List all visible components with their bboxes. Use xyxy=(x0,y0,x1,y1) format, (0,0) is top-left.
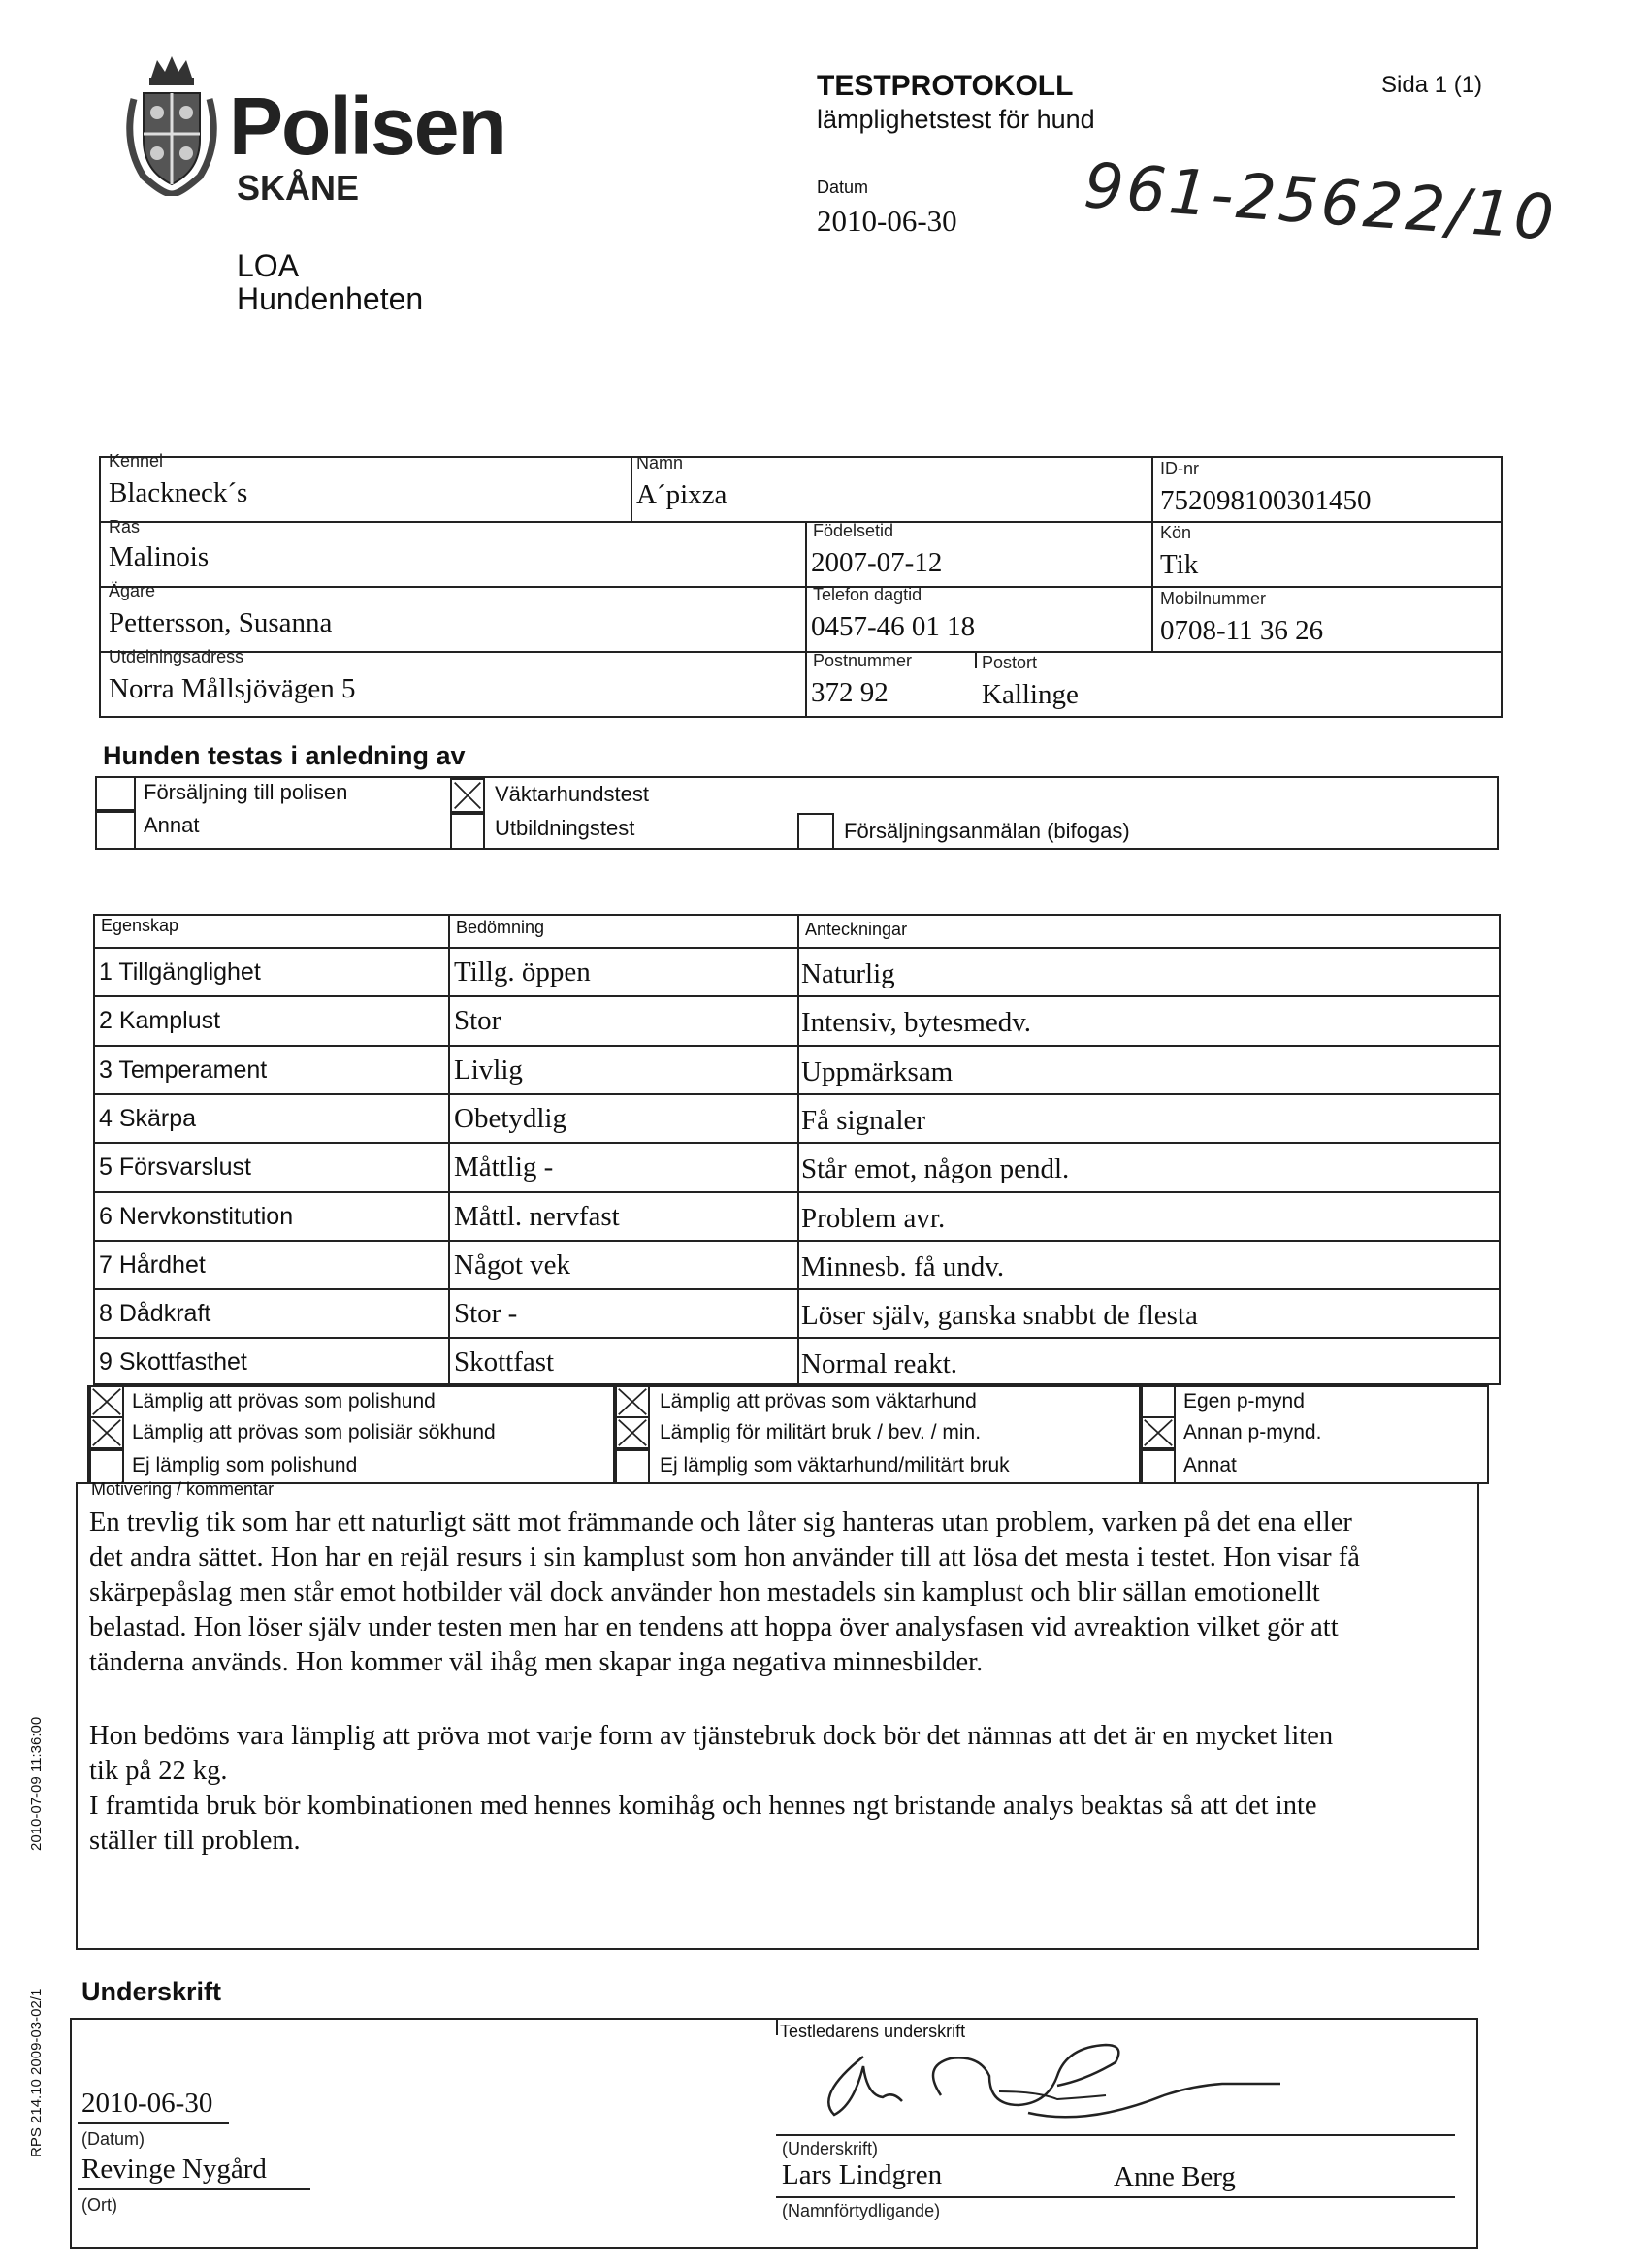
page-number: Sida 1 (1) xyxy=(1381,72,1483,98)
date-value: 2010-06-30 xyxy=(817,204,957,238)
assessment-rating: Tillg. öppen xyxy=(454,956,591,988)
assessment-trait: 9 Skottfasthet xyxy=(99,1348,247,1377)
reason-label-sale-report: Försäljningsanmälan (bifogas) xyxy=(844,819,1130,843)
signature-date-label: (Datum) xyxy=(81,2129,146,2149)
assessment-trait: 6 Nervkonstitution xyxy=(99,1202,294,1230)
comment-line: Hon bedöms vara lämplig att pröva mot varje form av tjänstebruk dock bör det nämnas att det är en mycket liten xyxy=(89,1721,1334,1751)
postcode-value: 372 92 xyxy=(811,677,889,708)
phone-value: 0457-46 01 18 xyxy=(811,611,976,642)
assessment-trait: 5 Försvarslust xyxy=(99,1153,251,1182)
case-number: 961-25622/10 xyxy=(1082,150,1560,255)
suitability-checkbox-not-guard-military[interactable] xyxy=(615,1449,650,1484)
owner-label: Ägare xyxy=(109,581,156,600)
postcode-label: Postnummer xyxy=(813,651,913,670)
breed-label: Ras xyxy=(109,517,141,536)
unit-line-2: Hundenheten xyxy=(237,281,424,316)
assessment-note: Naturlig xyxy=(801,958,895,989)
comment-line: I framtida bruk bör kombinationen med hennes komihåg och hennes ngt bristande analys beaktas så att det inte xyxy=(89,1791,1317,1821)
reason-label-guard-test: Väktarhundstest xyxy=(495,782,649,806)
suitability-label-other: Annat xyxy=(1183,1454,1237,1476)
comment-line: tänderna används. Hon kommer väl ihåg men skapar inga negativa minnesbilder. xyxy=(89,1647,984,1677)
kennel-label: Kennel xyxy=(109,451,164,470)
suitability-label-guard-dog: Lämplig att prövas som väktarhund xyxy=(660,1390,977,1412)
suitability-checkbox-military-use[interactable] xyxy=(615,1416,650,1449)
assessment-note: Intensiv, bytesmedv. xyxy=(801,1007,1032,1039)
assessment-rating: Måttl. nervfast xyxy=(454,1200,620,1232)
mobile-label: Mobilnummer xyxy=(1160,589,1267,608)
comment-line: belastad. Hon löser själv under testen men har en tendens att hoppa över analysfasen vid avreaktion vilket gör att xyxy=(89,1612,1339,1642)
breed-value: Malinois xyxy=(109,541,210,572)
comments-label: Motivering / kommentar xyxy=(91,1479,275,1499)
assessment-rating: Skottfast xyxy=(454,1346,555,1378)
assessment-trait: 4 Skärpa xyxy=(99,1104,197,1132)
phone-label: Telefon dagtid xyxy=(813,585,922,604)
assessment-note: Få signaler xyxy=(801,1104,926,1136)
reason-checkbox-training-test[interactable] xyxy=(450,813,485,850)
assessment-rating: Obetydlig xyxy=(454,1102,566,1134)
sex-value: Tik xyxy=(1160,549,1199,580)
assessment-note: Uppmärksam xyxy=(801,1055,954,1087)
suitability-label-own-authority: Egen p-mynd xyxy=(1183,1390,1305,1412)
police-crest-icon xyxy=(114,50,229,196)
assessment-trait: 1 Tillgänglighet xyxy=(99,958,261,986)
assessment-trait: 8 Dådkraft xyxy=(99,1300,211,1328)
assessment-note: Normal reakt. xyxy=(801,1348,958,1380)
city-value: Kallinge xyxy=(982,679,1079,710)
suitability-label-police-dog: Lämplig att prövas som polishund xyxy=(132,1390,436,1412)
assessment-rating: Livlig xyxy=(454,1053,523,1085)
comment-line: ställer till problem. xyxy=(89,1826,301,1856)
owner-value: Pettersson, Susanna xyxy=(109,607,333,638)
comments-paragraph-2 xyxy=(89,1719,1467,1859)
reason-checkbox-sale[interactable] xyxy=(95,776,136,811)
printed-name-1: Lars Lindgren xyxy=(782,2159,943,2190)
name-label: Namn xyxy=(636,453,684,472)
assessment-trait: 3 Temperament xyxy=(99,1055,268,1084)
comment-line: tik på 22 kg. xyxy=(89,1756,228,1786)
signature-label: (Underskrift) xyxy=(782,2139,879,2158)
doc-title: TESTPROTOKOLL xyxy=(817,70,1074,102)
birth-value: 2007-07-12 xyxy=(811,547,943,578)
scan-timestamp: 2010-07-09 11:36:00 xyxy=(28,1716,45,1851)
comment-line: det andra sättet. Hon har en rejäl resurs i sin kamplust som hon använder till att lösa det mesta i testet. Hon visar få xyxy=(89,1542,1360,1572)
name-clarification-label: (Namnförtydligande) xyxy=(782,2201,941,2220)
brand-name: Polisen xyxy=(229,81,505,172)
id-value: 752098100301450 xyxy=(1160,485,1372,516)
assessment-note: Minnesb. få undv. xyxy=(801,1250,1005,1282)
test-leader-label: Testledarens underskrift xyxy=(780,2022,966,2041)
suitability-checkbox-other[interactable] xyxy=(1141,1449,1176,1484)
address-value: Norra Mållsjövägen 5 xyxy=(109,673,356,704)
col-trait-header: Egenskap xyxy=(101,916,179,935)
assessment-trait: 2 Kamplust xyxy=(99,1007,221,1035)
kennel-value: Blackneck´s xyxy=(109,477,248,508)
name-value: A´pixza xyxy=(636,479,728,510)
reason-checkbox-guard-test[interactable] xyxy=(450,778,485,813)
assessment-rating: Något vek xyxy=(454,1248,570,1280)
sex-label: Kön xyxy=(1160,523,1192,542)
mobile-value: 0708-11 36 26 xyxy=(1160,615,1324,646)
signature-date: 2010-06-30 xyxy=(81,2088,213,2119)
reason-checkbox-other[interactable] xyxy=(95,811,136,850)
comment-line: skärpepåslag men står emot hotbilder väl dock använder hon mestadels sin kamplust och blir sällan emotionellt xyxy=(89,1577,1320,1607)
reason-label-other: Annat xyxy=(144,813,200,837)
assessment-rating: Måttlig - xyxy=(454,1151,554,1183)
printed-name-2: Anne Berg xyxy=(1114,2161,1236,2192)
address-label: Utdelningsadress xyxy=(109,647,244,666)
doc-subtitle: lämplighetstest för hund xyxy=(817,105,1095,134)
brand-region: SKÅNE xyxy=(237,168,360,208)
comment-line: En trevlig tik som har ett naturligt sätt mot främmande och låter sig hanteras utan problem, varken på det ena eller xyxy=(89,1507,1352,1538)
unit-line-1: LOA xyxy=(237,248,300,283)
suitability-checkbox-search-dog[interactable] xyxy=(89,1416,124,1449)
handwritten-signature xyxy=(795,2037,1300,2134)
assessment-note: Står emot, någon pendl. xyxy=(801,1153,1070,1185)
signature-place-label: (Ort) xyxy=(81,2195,117,2215)
reason-label-training-test: Utbildningstest xyxy=(495,816,635,840)
suitability-checkbox-police-dog[interactable] xyxy=(89,1385,124,1418)
birth-label: Födelsetid xyxy=(813,521,894,540)
signature-heading: Underskrift xyxy=(81,1977,222,2006)
reason-label-sale: Försäljning till polisen xyxy=(144,780,348,804)
form-code: RPS 214.10 2009-03-02/1 xyxy=(28,1988,45,2157)
signature-place: Revinge Nygård xyxy=(81,2154,267,2185)
assessment-trait: 7 Hårdhet xyxy=(99,1250,206,1279)
suitability-checkbox-other-authority[interactable] xyxy=(1141,1416,1176,1449)
assessment-rating: Stor xyxy=(454,1005,501,1037)
date-label: Datum xyxy=(817,178,869,197)
suitability-label-other-authority: Annan p-mynd. xyxy=(1183,1421,1322,1443)
comments-paragraph-1 xyxy=(89,1506,1467,1680)
assessment-note: Problem avr. xyxy=(801,1202,946,1234)
id-label: ID-nr xyxy=(1160,459,1199,478)
reason-heading: Hunden testas i anledning av xyxy=(103,741,466,770)
suitability-label-not-guard-military: Ej lämplig som väktarhund/militärt bruk xyxy=(660,1454,1010,1476)
reason-checkbox-sale-report[interactable] xyxy=(797,813,834,850)
col-rating-header: Bedömning xyxy=(456,918,545,937)
assessment-note: Löser själv, ganska snabbt de flesta xyxy=(801,1300,1198,1332)
suitability-label-search-dog: Lämplig att prövas som polisiär sökhund xyxy=(132,1421,496,1443)
assessment-rating: Stor - xyxy=(454,1298,518,1330)
suitability-checkbox-own-authority[interactable] xyxy=(1141,1385,1176,1418)
suitability-label-military-use: Lämplig för militärt bruk / bev. / min. xyxy=(660,1421,982,1443)
city-label: Postort xyxy=(982,653,1038,672)
suitability-label-not-police-dog: Ej lämplig som polishund xyxy=(132,1454,358,1476)
col-notes-header: Anteckningar xyxy=(805,920,908,939)
suitability-checkbox-guard-dog[interactable] xyxy=(615,1385,650,1418)
